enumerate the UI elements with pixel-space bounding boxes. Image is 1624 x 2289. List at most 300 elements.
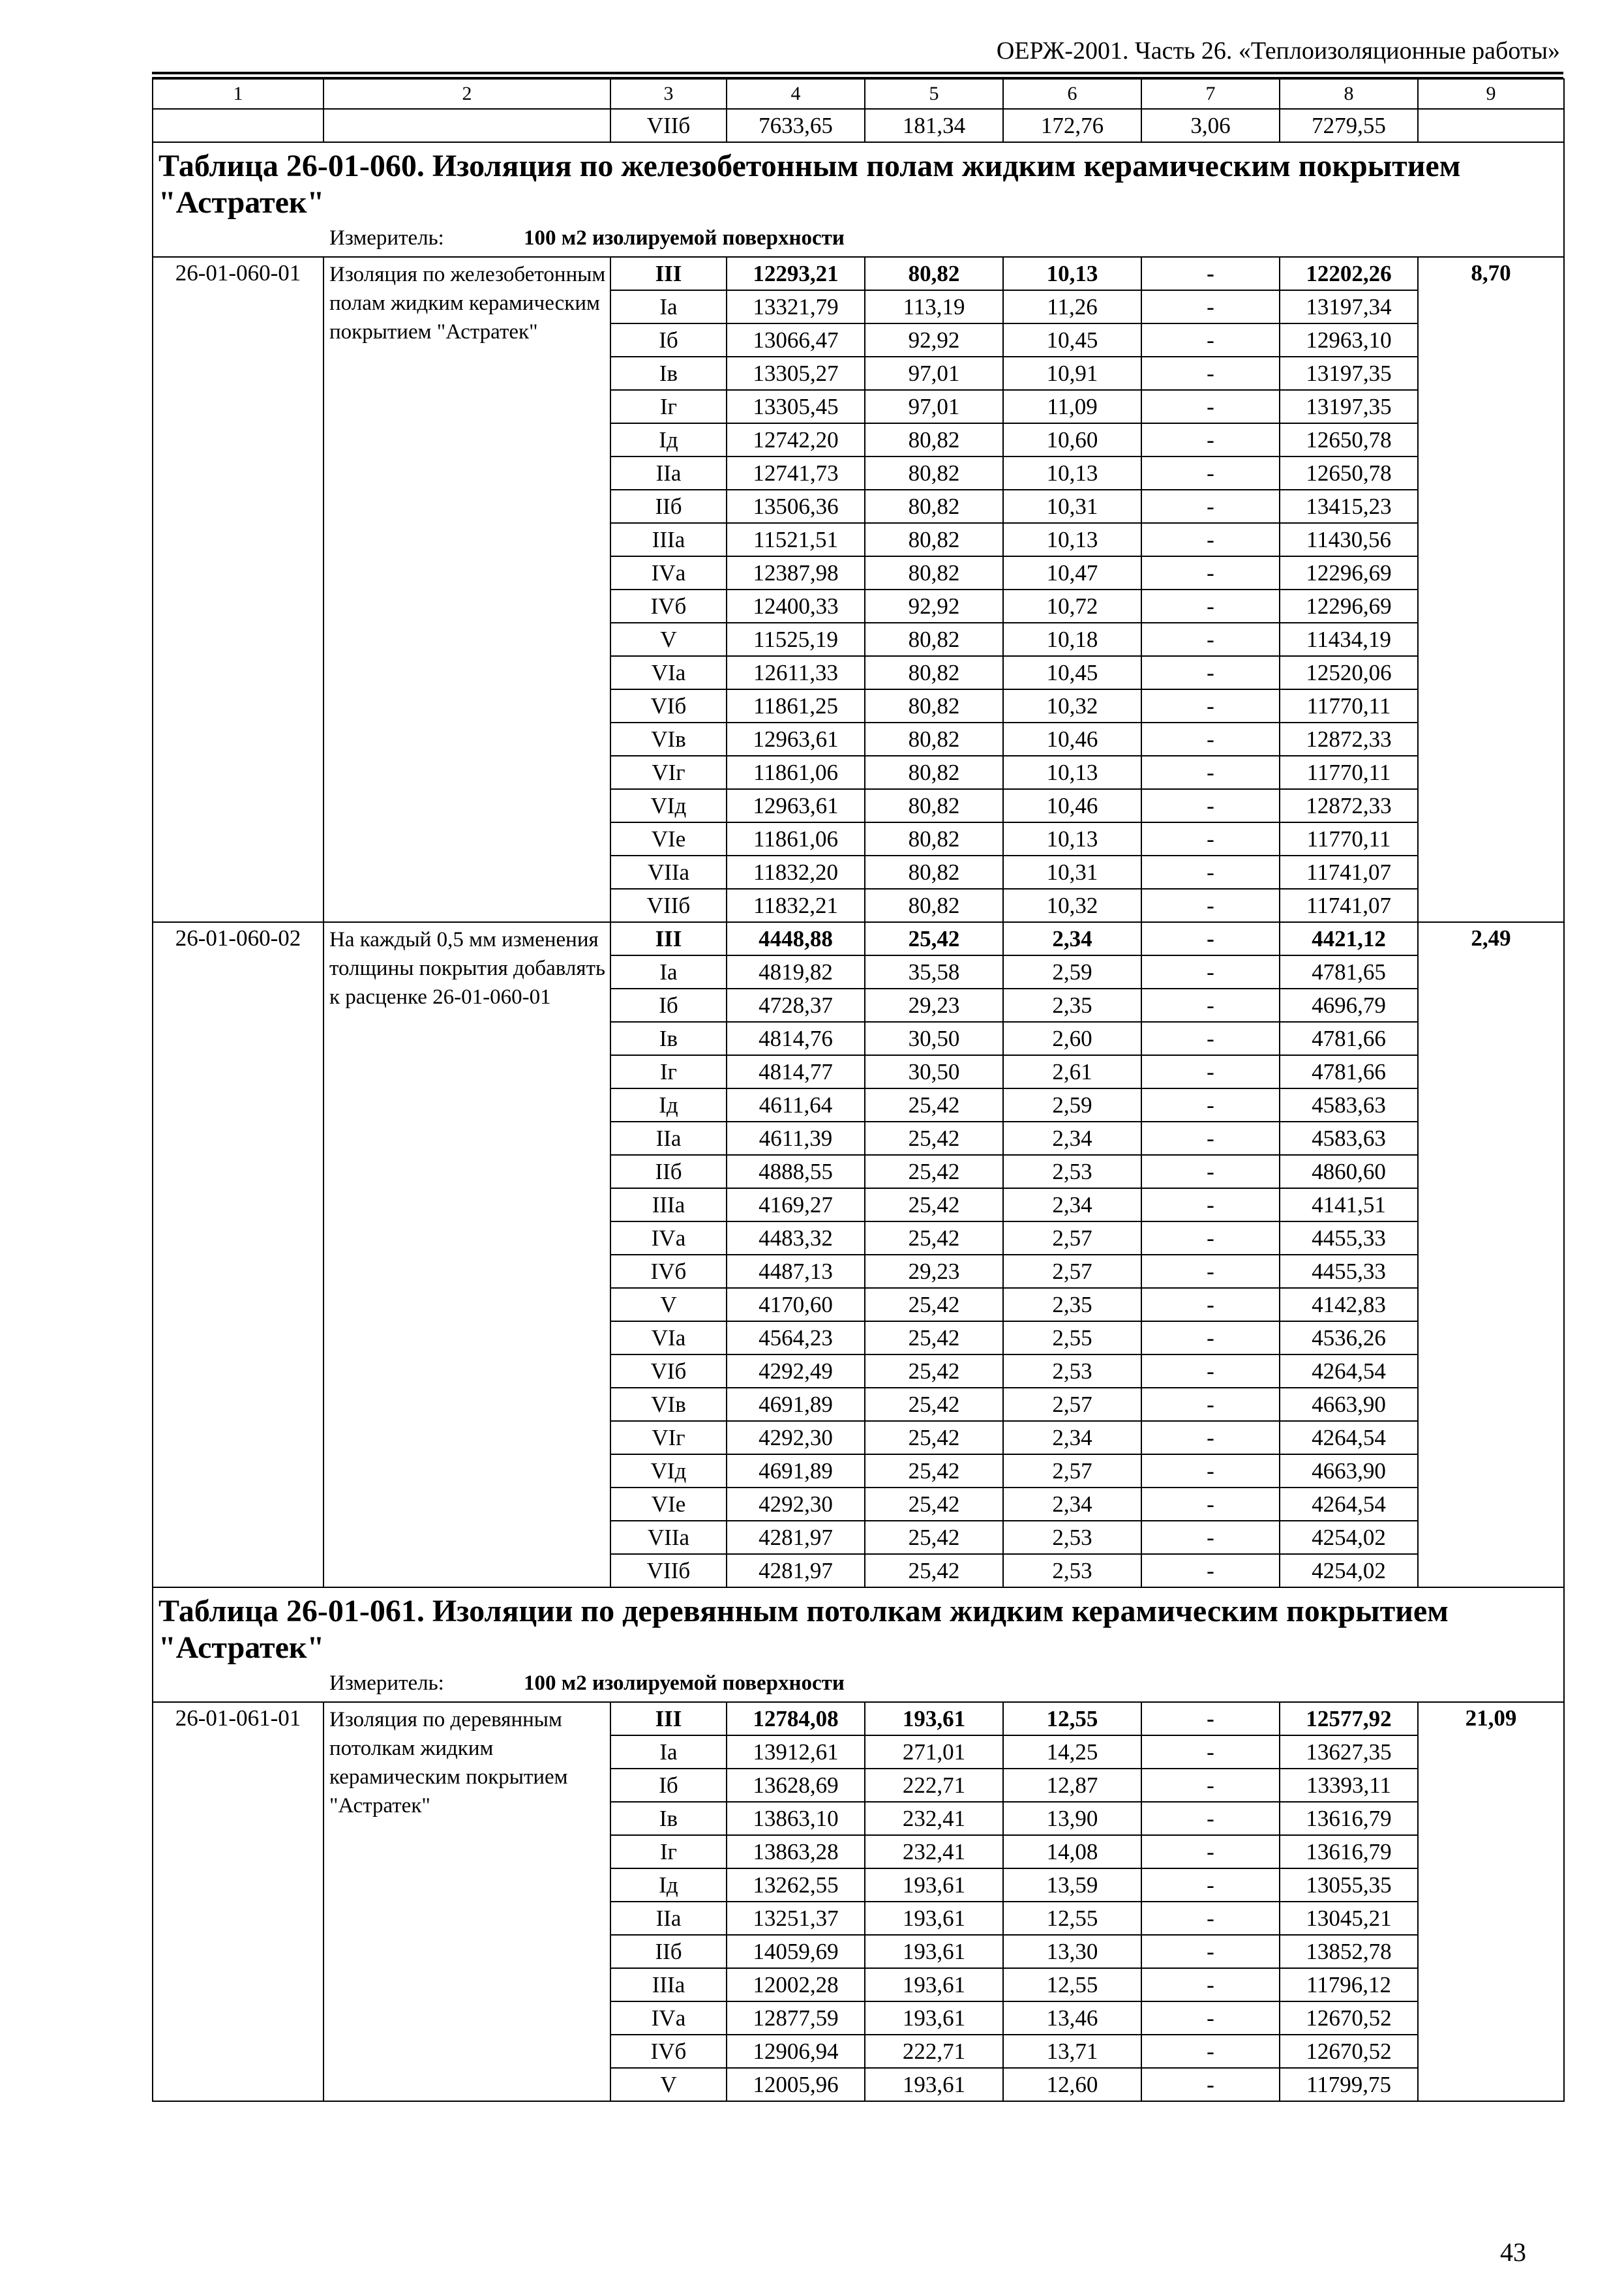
- value-cell: 4888,55: [727, 1155, 865, 1188]
- value-cell: 10,46: [1003, 723, 1141, 756]
- zone-cell: IVа: [610, 556, 727, 590]
- value-cell: 10,13: [1003, 257, 1141, 290]
- value-cell: 4169,27: [727, 1188, 865, 1221]
- value-cell: 80,82: [865, 756, 1003, 789]
- zone-cell: VIIб: [610, 1554, 727, 1587]
- value-cell: 12670,52: [1280, 2035, 1418, 2068]
- value-cell: -: [1141, 1321, 1280, 1354]
- value-cell: -: [1141, 889, 1280, 922]
- zone-cell: III: [610, 1702, 727, 1735]
- rate-code: 26-01-061-01: [153, 1702, 323, 2101]
- value-cell: 13197,35: [1280, 357, 1418, 390]
- value-cell: -: [1141, 423, 1280, 456]
- column-number: 9: [1418, 79, 1564, 109]
- value-cell: 25,42: [865, 1454, 1003, 1488]
- value-cell: -: [1141, 1421, 1280, 1454]
- value-cell: 92,92: [865, 323, 1003, 357]
- value-cell: -: [1141, 789, 1280, 822]
- zone-cell: Iг: [610, 1835, 727, 1868]
- carryover-row: [153, 109, 1564, 142]
- value-cell: 80,82: [865, 523, 1003, 556]
- value-cell: -: [1141, 922, 1280, 955]
- rate-description: Изоляция по железобетонным полам жидким керамическим покрытием "Астратек": [323, 257, 610, 922]
- value-cell: -: [1141, 1735, 1280, 1769]
- value-cell: -: [1141, 523, 1280, 556]
- value-cell: 222,71: [865, 1769, 1003, 1802]
- value-cell: -: [1141, 1868, 1280, 1902]
- value-cell: 4141,51: [1280, 1188, 1418, 1221]
- value-cell: 2,57: [1003, 1388, 1141, 1421]
- value-cell: 11430,56: [1280, 523, 1418, 556]
- value-cell: 12741,73: [727, 456, 865, 490]
- value-cell: 10,47: [1003, 556, 1141, 590]
- rate-code: 26-01-060-02: [153, 922, 323, 1587]
- zone-cell: IVа: [610, 2001, 727, 2035]
- value-cell: 13863,10: [727, 1802, 865, 1835]
- zone-cell: Iа: [610, 955, 727, 989]
- value-cell: -: [1141, 2035, 1280, 2068]
- value-cell: -: [1141, 290, 1280, 323]
- value-cell: 193,61: [865, 2001, 1003, 2035]
- value-cell: 12293,21: [727, 257, 865, 290]
- value-cell: 11799,75: [1280, 2068, 1418, 2101]
- value-cell: -: [1141, 1122, 1280, 1155]
- value-cell: -: [1141, 989, 1280, 1022]
- value-cell: -: [1141, 756, 1280, 789]
- value-cell: 2,57: [1003, 1221, 1141, 1255]
- value-cell: 10,45: [1003, 656, 1141, 689]
- zone-cell: VIг: [610, 1421, 727, 1454]
- value-cell: 193,61: [865, 2068, 1003, 2101]
- value-cell: 10,13: [1003, 756, 1141, 789]
- value-cell: 12877,59: [727, 2001, 865, 2035]
- value-cell: 193,61: [865, 1702, 1003, 1735]
- value-cell: 4819,82: [727, 955, 865, 989]
- header-rule: [152, 72, 1563, 74]
- value-cell: 25,42: [865, 1321, 1003, 1354]
- value-cell: 4292,30: [727, 1488, 865, 1521]
- value-cell: 113,19: [865, 290, 1003, 323]
- table-title-cell: [153, 1587, 1564, 1702]
- value-cell: 2,53: [1003, 1521, 1141, 1554]
- value-cell: 2,35: [1003, 989, 1141, 1022]
- rate-description: Изоляция по деревянным потолкам жидким керамическим покрытием "Астратек": [323, 1702, 610, 2101]
- column-number: 4: [727, 79, 865, 109]
- value-cell: -: [1141, 1188, 1280, 1221]
- value-cell: -: [1141, 1155, 1280, 1188]
- value-cell: 2,34: [1003, 922, 1141, 955]
- value-cell: 11861,25: [727, 689, 865, 723]
- value-cell: 181,34: [865, 109, 1003, 142]
- value-cell: 13393,11: [1280, 1769, 1418, 1802]
- zone-cell: VIд: [610, 789, 727, 822]
- zone-cell: VIIа: [610, 1521, 727, 1554]
- value-cell: 80,82: [865, 257, 1003, 290]
- zone-cell: Iд: [610, 1088, 727, 1122]
- value-cell: 97,01: [865, 390, 1003, 423]
- value-cell: 13,46: [1003, 2001, 1141, 2035]
- value-cell: 12296,69: [1280, 590, 1418, 623]
- value-cell: 12577,92: [1280, 1702, 1418, 1735]
- value-cell: 3,06: [1141, 109, 1280, 142]
- value-cell: 2,34: [1003, 1122, 1141, 1155]
- value-cell: 13321,79: [727, 290, 865, 323]
- value-cell: 4611,39: [727, 1122, 865, 1155]
- value-cell: 10,13: [1003, 456, 1141, 490]
- value-cell: 25,42: [865, 1155, 1003, 1188]
- zone-cell: Iг: [610, 390, 727, 423]
- value-cell: -: [1141, 456, 1280, 490]
- value-cell: -: [1141, 1255, 1280, 1288]
- value-cell: 4483,32: [727, 1221, 865, 1255]
- value-cell: 2,57: [1003, 1255, 1141, 1288]
- value-cell: 13305,27: [727, 357, 865, 390]
- value-cell: 222,71: [865, 2035, 1003, 2068]
- zone-cell: Iа: [610, 1735, 727, 1769]
- value-cell: 4448,88: [727, 922, 865, 955]
- zone-cell: VIIб: [610, 889, 727, 922]
- value-cell: -: [1141, 1022, 1280, 1055]
- value-cell: 25,42: [865, 1421, 1003, 1454]
- value-cell: 12387,98: [727, 556, 865, 590]
- value-cell: 4691,89: [727, 1388, 865, 1421]
- zone-cell: VIа: [610, 1321, 727, 1354]
- value-cell: 25,42: [865, 1354, 1003, 1388]
- value-cell: 13863,28: [727, 1835, 865, 1868]
- value-cell: 11741,07: [1280, 889, 1418, 922]
- value-cell: 25,42: [865, 1521, 1003, 1554]
- value-cell: 13616,79: [1280, 1802, 1418, 1835]
- value-cell: 25,42: [865, 1488, 1003, 1521]
- rate-index: 8,70: [1418, 257, 1564, 922]
- zone-cell: VIе: [610, 822, 727, 856]
- value-cell: 80,82: [865, 723, 1003, 756]
- value-cell: -: [1141, 1802, 1280, 1835]
- zone-cell: IVб: [610, 590, 727, 623]
- value-cell: 25,42: [865, 922, 1003, 955]
- column-number: 5: [865, 79, 1003, 109]
- value-cell: 4536,26: [1280, 1321, 1418, 1354]
- value-cell: 10,13: [1003, 822, 1141, 856]
- zone-cell: IIIа: [610, 1968, 727, 2001]
- value-cell: -: [1141, 723, 1280, 756]
- value-cell: -: [1141, 1221, 1280, 1255]
- table-title-row: [153, 142, 1564, 257]
- value-cell: 13262,55: [727, 1868, 865, 1902]
- value-cell: -: [1141, 656, 1280, 689]
- table-row: [153, 257, 1564, 290]
- value-cell: 80,82: [865, 490, 1003, 523]
- value-cell: 12650,78: [1280, 423, 1418, 456]
- value-cell: 10,72: [1003, 590, 1141, 623]
- value-cell: 13045,21: [1280, 1902, 1418, 1935]
- value-cell: 11832,21: [727, 889, 865, 922]
- value-cell: 11,26: [1003, 290, 1141, 323]
- column-number: 2: [323, 79, 610, 109]
- value-cell: -: [1141, 955, 1280, 989]
- value-cell: 25,42: [865, 1554, 1003, 1587]
- zone-cell: III: [610, 257, 727, 290]
- value-cell: 12670,52: [1280, 2001, 1418, 2035]
- value-cell: -: [1141, 357, 1280, 390]
- zone-cell: VIб: [610, 1354, 727, 1388]
- zone-cell: VIIб: [610, 109, 727, 142]
- value-cell: 13251,37: [727, 1902, 865, 1935]
- value-cell: 4781,66: [1280, 1055, 1418, 1088]
- value-cell: 193,61: [865, 1868, 1003, 1902]
- value-cell: 4264,54: [1280, 1354, 1418, 1388]
- zone-cell: Iв: [610, 1802, 727, 1835]
- zone-cell: IIб: [610, 1155, 727, 1188]
- value-cell: 11796,12: [1280, 1968, 1418, 2001]
- value-cell: 12,55: [1003, 1702, 1141, 1735]
- value-cell: -: [1141, 1354, 1280, 1388]
- value-cell: -: [1141, 1968, 1280, 2001]
- value-cell: 193,61: [865, 1935, 1003, 1968]
- value-cell: 10,31: [1003, 490, 1141, 523]
- value-cell: 13616,79: [1280, 1835, 1418, 1868]
- value-cell: 11525,19: [727, 623, 865, 656]
- rate-code: 26-01-060-01: [153, 257, 323, 922]
- value-cell: 13305,45: [727, 390, 865, 423]
- measure-value: 100 м2 изолируемой поверхности: [524, 1671, 845, 1695]
- table-title-row: [153, 1587, 1564, 1702]
- rates-table: [152, 78, 1565, 2102]
- value-cell: 2,34: [1003, 1421, 1141, 1454]
- zone-cell: Iд: [610, 423, 727, 456]
- column-number: 8: [1280, 79, 1418, 109]
- zone-cell: IIб: [610, 490, 727, 523]
- value-cell: 12005,96: [727, 2068, 865, 2101]
- value-cell: 13506,36: [727, 490, 865, 523]
- value-cell: 4611,64: [727, 1088, 865, 1122]
- table-row: [153, 1702, 1564, 1735]
- value-cell: 80,82: [865, 656, 1003, 689]
- page-header: ОЕРЖ-2001. Часть 26. «Теплоизоляционные работы»: [996, 37, 1560, 65]
- value-cell: 4455,33: [1280, 1221, 1418, 1255]
- empty-cell: [323, 109, 610, 142]
- zone-cell: VIе: [610, 1488, 727, 1521]
- table-row: [153, 922, 1564, 955]
- measure-value: 100 м2 изолируемой поверхности: [524, 226, 845, 250]
- value-cell: 14,25: [1003, 1735, 1141, 1769]
- value-cell: -: [1141, 1554, 1280, 1587]
- value-cell: 13,90: [1003, 1802, 1141, 1835]
- value-cell: 12,55: [1003, 1968, 1141, 2001]
- rate-index: 21,09: [1418, 1702, 1564, 2101]
- value-cell: 193,61: [865, 1968, 1003, 2001]
- value-cell: 12,87: [1003, 1769, 1141, 1802]
- value-cell: 11770,11: [1280, 756, 1418, 789]
- value-cell: 172,76: [1003, 109, 1141, 142]
- value-cell: 10,45: [1003, 323, 1141, 357]
- value-cell: 7279,55: [1280, 109, 1418, 142]
- empty-cell: [153, 109, 323, 142]
- value-cell: 193,61: [865, 1902, 1003, 1935]
- value-cell: 11521,51: [727, 523, 865, 556]
- value-cell: -: [1141, 490, 1280, 523]
- value-cell: -: [1141, 1454, 1280, 1488]
- value-cell: 10,31: [1003, 856, 1141, 889]
- value-cell: 80,82: [865, 789, 1003, 822]
- value-cell: 12,60: [1003, 2068, 1141, 2101]
- zone-cell: Iд: [610, 1868, 727, 1902]
- value-cell: 13,71: [1003, 2035, 1141, 2068]
- value-cell: 2,60: [1003, 1022, 1141, 1055]
- value-cell: 11434,19: [1280, 623, 1418, 656]
- measure-label: Измеритель:: [329, 226, 444, 250]
- zone-cell: Iб: [610, 989, 727, 1022]
- value-cell: 97,01: [865, 357, 1003, 390]
- value-cell: -: [1141, 590, 1280, 623]
- value-cell: 13912,61: [727, 1735, 865, 1769]
- value-cell: 14059,69: [727, 1935, 865, 1968]
- value-cell: -: [1141, 1902, 1280, 1935]
- value-cell: -: [1141, 1088, 1280, 1122]
- zone-cell: IIIа: [610, 523, 727, 556]
- zone-cell: VIд: [610, 1454, 727, 1488]
- zone-cell: Iв: [610, 1022, 727, 1055]
- value-cell: 80,82: [865, 822, 1003, 856]
- zone-cell: III: [610, 922, 727, 955]
- zone-cell: Iб: [610, 1769, 727, 1802]
- value-cell: 13,59: [1003, 1868, 1141, 1902]
- value-cell: 4691,89: [727, 1454, 865, 1488]
- value-cell: 232,41: [865, 1802, 1003, 1835]
- value-cell: 11,09: [1003, 390, 1141, 423]
- value-cell: 12202,26: [1280, 257, 1418, 290]
- value-cell: 4421,12: [1280, 922, 1418, 955]
- value-cell: 4696,79: [1280, 989, 1418, 1022]
- zone-cell: V: [610, 623, 727, 656]
- value-cell: 271,01: [865, 1735, 1003, 1769]
- value-cell: -: [1141, 390, 1280, 423]
- value-cell: 10,46: [1003, 789, 1141, 822]
- value-cell: -: [1141, 1935, 1280, 1968]
- value-cell: 4281,97: [727, 1554, 865, 1587]
- zone-cell: V: [610, 1288, 727, 1321]
- column-number: 1: [153, 79, 323, 109]
- value-cell: 12872,33: [1280, 723, 1418, 756]
- value-cell: 11861,06: [727, 822, 865, 856]
- value-cell: 13852,78: [1280, 1935, 1418, 1968]
- measure-line: [158, 224, 1559, 252]
- value-cell: 2,59: [1003, 955, 1141, 989]
- value-cell: 11770,11: [1280, 822, 1418, 856]
- value-cell: 10,32: [1003, 689, 1141, 723]
- value-cell: 4455,33: [1280, 1255, 1418, 1288]
- zone-cell: VIг: [610, 756, 727, 789]
- value-cell: 12,55: [1003, 1902, 1141, 1935]
- value-cell: 4142,83: [1280, 1288, 1418, 1321]
- value-cell: -: [1141, 623, 1280, 656]
- value-cell: -: [1141, 1388, 1280, 1421]
- value-cell: 4781,66: [1280, 1022, 1418, 1055]
- value-cell: 13197,34: [1280, 290, 1418, 323]
- value-cell: 4264,54: [1280, 1488, 1418, 1521]
- value-cell: 13627,35: [1280, 1735, 1418, 1769]
- zone-cell: V: [610, 2068, 727, 2101]
- value-cell: 4564,23: [727, 1321, 865, 1354]
- value-cell: 80,82: [865, 623, 1003, 656]
- value-cell: 12963,61: [727, 789, 865, 822]
- value-cell: 12742,20: [727, 423, 865, 456]
- value-cell: 80,82: [865, 556, 1003, 590]
- value-cell: 2,35: [1003, 1288, 1141, 1321]
- value-cell: 4728,37: [727, 989, 865, 1022]
- value-cell: 12611,33: [727, 656, 865, 689]
- value-cell: 13,30: [1003, 1935, 1141, 1968]
- value-cell: 4487,13: [727, 1255, 865, 1288]
- value-cell: 4781,65: [1280, 955, 1418, 989]
- value-cell: 11741,07: [1280, 856, 1418, 889]
- value-cell: 4292,30: [727, 1421, 865, 1454]
- table-title: Таблица 26-01-061. Изоляции по деревянным потолкам жидким керамическим покрытием "Астратек": [158, 1594, 1449, 1665]
- value-cell: 25,42: [865, 1122, 1003, 1155]
- zone-cell: VIв: [610, 723, 727, 756]
- value-cell: 4814,76: [727, 1022, 865, 1055]
- value-cell: 4281,97: [727, 1521, 865, 1554]
- table-title-cell: [153, 142, 1564, 257]
- value-cell: 4583,63: [1280, 1088, 1418, 1122]
- value-cell: 12650,78: [1280, 456, 1418, 490]
- value-cell: 7633,65: [727, 109, 865, 142]
- zone-cell: IVб: [610, 1255, 727, 1288]
- column-number-row: [153, 79, 1564, 109]
- value-cell: 13055,35: [1280, 1868, 1418, 1902]
- value-cell: 11861,06: [727, 756, 865, 789]
- zone-cell: IIа: [610, 1122, 727, 1155]
- value-cell: 25,42: [865, 1288, 1003, 1321]
- zone-cell: IVб: [610, 2035, 727, 2068]
- value-cell: -: [1141, 1521, 1280, 1554]
- value-cell: -: [1141, 2068, 1280, 2101]
- page-number: 43: [1500, 2237, 1526, 2267]
- value-cell: 13415,23: [1280, 490, 1418, 523]
- value-cell: 4292,49: [727, 1354, 865, 1388]
- value-cell: -: [1141, 1702, 1280, 1735]
- value-cell: 12002,28: [727, 1968, 865, 2001]
- rate-description: На каждый 0,5 мм изменения толщины покрытия добавлять к расценке 26-01-060-01: [323, 922, 610, 1587]
- zone-cell: Iг: [610, 1055, 727, 1088]
- value-cell: -: [1141, 1769, 1280, 1802]
- zone-cell: Iа: [610, 290, 727, 323]
- zone-cell: VIв: [610, 1388, 727, 1421]
- value-cell: 12872,33: [1280, 789, 1418, 822]
- column-number: 6: [1003, 79, 1141, 109]
- value-cell: -: [1141, 822, 1280, 856]
- value-cell: 92,92: [865, 590, 1003, 623]
- value-cell: 2,61: [1003, 1055, 1141, 1088]
- value-cell: -: [1141, 856, 1280, 889]
- value-cell: 2,34: [1003, 1488, 1141, 1521]
- value-cell: 10,32: [1003, 889, 1141, 922]
- value-cell: -: [1141, 1288, 1280, 1321]
- measure-line: [158, 1669, 1559, 1698]
- value-cell: 25,42: [865, 1088, 1003, 1122]
- value-cell: -: [1141, 689, 1280, 723]
- value-cell: 10,91: [1003, 357, 1141, 390]
- value-cell: 80,82: [865, 889, 1003, 922]
- value-cell: 4583,63: [1280, 1122, 1418, 1155]
- value-cell: 4663,90: [1280, 1454, 1418, 1488]
- value-cell: 80,82: [865, 856, 1003, 889]
- value-cell: 2,53: [1003, 1155, 1141, 1188]
- value-cell: -: [1141, 556, 1280, 590]
- measure-label: Измеритель:: [329, 1671, 444, 1695]
- zone-cell: IIб: [610, 1935, 727, 1968]
- zone-cell: IIа: [610, 1902, 727, 1935]
